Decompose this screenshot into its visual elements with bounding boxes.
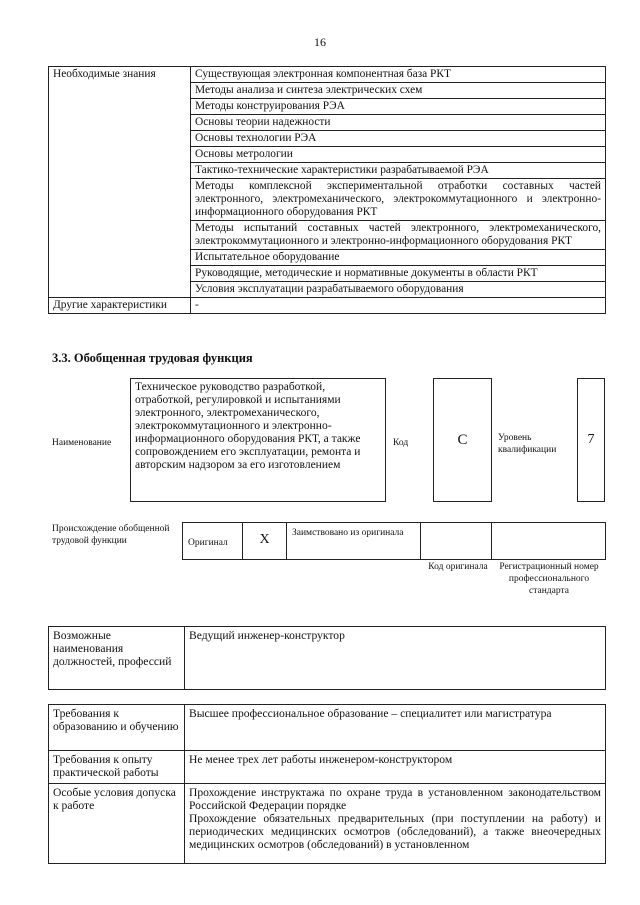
knowledge-item: Существующая электронная компонентная база РКТ — [191, 67, 606, 83]
positions-label: Возможные наименования должностей, профессий — [49, 627, 185, 690]
knowledge-item: Испытательное оборудование — [191, 250, 606, 266]
function-name-box — [130, 378, 386, 502]
original-label: Оригинал — [183, 523, 243, 560]
registration-number-caption: Регистрационный номер профессионального стандарта — [499, 562, 599, 596]
education-requirements-value: Высшее профессиональное образование – специалитет или магистратура — [185, 705, 606, 751]
original-code-cell — [421, 523, 492, 560]
admission-conditions-value — [185, 784, 606, 864]
name-label: Наименование — [52, 438, 112, 448]
code-label: Код — [393, 438, 409, 448]
qualification-level-box — [577, 378, 605, 502]
knowledge-item: Руководящие, методические и нормативные документы в области РКТ — [191, 266, 606, 282]
table-row — [49, 298, 606, 314]
knowledge-item: Методы испытаний составных частей электронного, электромеханического, электрокоммутационного и электронно-информационного оборудования РКТ — [191, 221, 606, 250]
knowledge-item: Методы конструирования РЭА — [191, 99, 606, 115]
page-number: 16 — [314, 35, 326, 49]
experience-requirements-label: Требования к опыту практической работы — [49, 751, 185, 784]
knowledge-item: Методы анализа и синтеза электрических схем — [191, 83, 606, 99]
education-requirements-label: Требования к образованию и обучению — [49, 705, 185, 751]
original-code-caption: Код оригинала — [428, 562, 488, 572]
registration-number-cell — [492, 523, 606, 560]
table-row — [49, 627, 606, 690]
origin-table — [182, 522, 606, 560]
knowledge-item: Основы технологии РЭА — [191, 131, 606, 147]
knowledge-item: Основы теории надежности — [191, 115, 606, 131]
table-row — [49, 705, 606, 751]
qualification-level-value: 7 — [587, 432, 595, 447]
positions-table — [48, 626, 606, 690]
knowledge-table — [48, 66, 606, 314]
admission-conditions-label: Особые условия допуска к работе — [49, 784, 185, 864]
original-mark: X — [243, 523, 287, 560]
table-row — [49, 784, 606, 864]
section-heading: 3.3. Обобщенная трудовая функция — [52, 351, 253, 365]
table-row — [183, 523, 606, 560]
knowledge-item: Тактико-технические характеристики разрабатываемой РЭА — [191, 163, 606, 179]
requirements-table — [48, 704, 606, 864]
other-characteristics-value: - — [191, 298, 606, 314]
borrowed-label: Заимствовано из оригинала — [287, 523, 421, 560]
knowledge-item: Методы комплексной экспериментальной отработки составных частей электронного, электромеханического, электрокоммутационного и электронно-информационного оборудования РКТ — [191, 179, 606, 221]
admission-condition: Прохождение инструктажа по охране труда в установленном законодательством Российской Федерации порядке — [189, 786, 601, 812]
code-box — [433, 378, 492, 502]
qualification-level-label: Уровень квалификации — [498, 433, 557, 455]
admission-condition: Прохождение обязательных предварительных (при поступлении на работу) и периодических медицинских осмотров (обследований), а также внеочередных медицинских осмотров (обследований) в установленном — [189, 812, 601, 851]
code-value: C — [457, 431, 468, 448]
knowledge-item: Основы метрологии — [191, 147, 606, 163]
experience-requirements-value: Не менее трех лет работы инженером-конструктором — [185, 751, 606, 784]
positions-value: Ведущий инженер-конструктор — [185, 627, 606, 690]
origin-label: Происхождение обобщенной трудовой функции — [52, 524, 170, 546]
table-row — [49, 751, 606, 784]
knowledge-item: Условия эксплуатации разрабатываемого оборудования — [191, 282, 606, 298]
other-characteristics-label: Другие характеристики — [49, 298, 191, 314]
table-row — [49, 67, 606, 83]
knowledge-label: Необходимые знания — [49, 67, 191, 298]
function-name-value: Техническое руководство разработкой, отработкой, регулировкой и испытаниями электронного, электромеханического, электрокоммутационного и электронно-информационного оборудования РКТ, а также сопровождением его эксплуатации, ремонта и авторским надзором за его изготовлением — [135, 381, 361, 471]
